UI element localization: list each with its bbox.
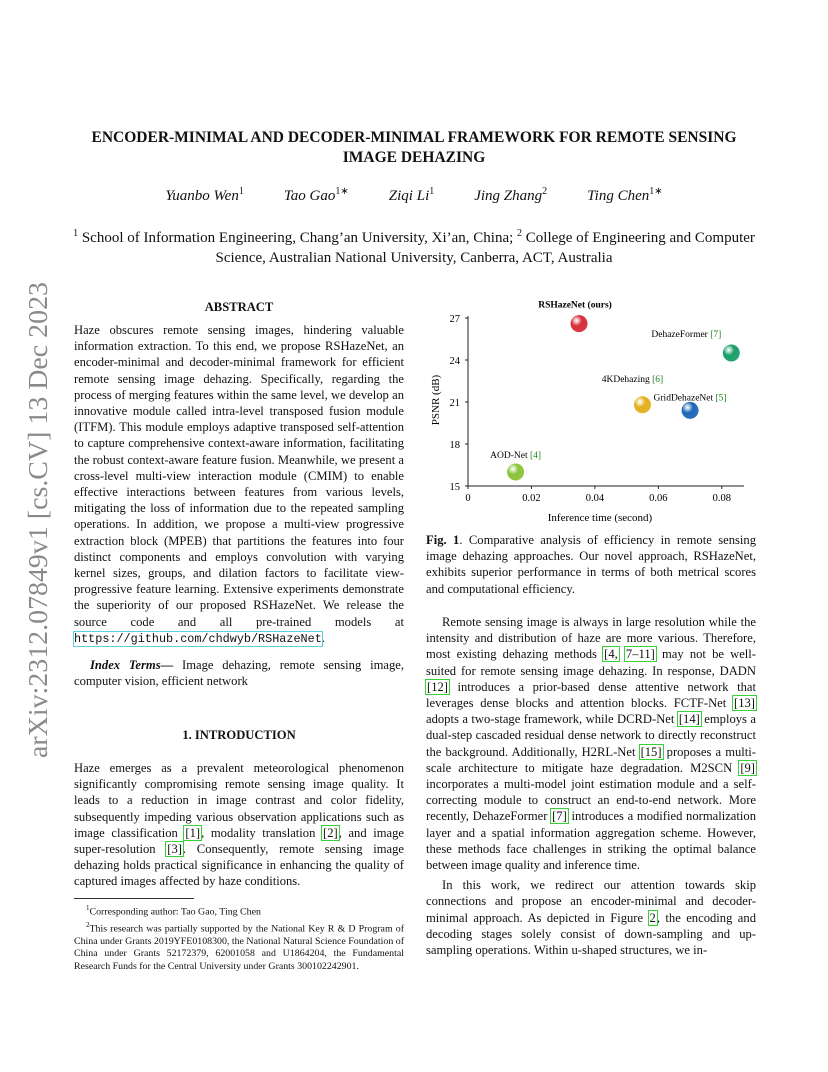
introduction-heading: 1. INTRODUCTION xyxy=(182,728,296,742)
x-axis-label: Inference time (second) xyxy=(547,512,653,524)
data-point xyxy=(507,464,524,481)
x-tick-label: 0.06 xyxy=(649,493,668,504)
paragraph: Remote sensing image is always in large resolution while the intensity and distribution of haze are more various. Therefore, most existing dehazing methods [4, 7–11] may not be well-suited for remote sensing image dehazing. In response, DADN [12] introduces a prior-based dense attentive network that leverages dense blocks and attention blocks. FCTF-Net [13] adopts a two-stage framework, while DCRD-Net [14] employs a dual-step cascaded residual dense network to directly reconstruct the background. Additionally, H2RL-Net [15] proposes a multi-scale architecture to mitigate haze degradation. M2SCN [9] incorporates a multi-model joint estimation module and a self-correcting module to construct an end-to-end network. More recently, DehazeFormer [7] introduces a modified normalization layer and a spatial information aggregation scheme. However, these methods face challenges in striking the optimal balance between image quality and inference time. xyxy=(426,615,756,873)
citation-link[interactable]: [14] xyxy=(678,712,700,727)
y-ticks xyxy=(450,314,469,493)
citation-link[interactable]: [13] xyxy=(734,696,755,711)
figure-reference-link[interactable]: 2 xyxy=(649,910,656,925)
paper-title xyxy=(60,128,768,168)
paragraph: In this work, we redirect our attention towards skip connections and propose an encoder-minimal and decoder-minimal approach. As depicted in Figure 2, the encoding and decoding stages solely consist of down-sampling and up-sampling operations. Within u-shaped structures, we in- xyxy=(426,878,756,958)
intro-paragraph: Haze emerges as a prevalent meteorological phenomenon significantly compromising remote sensing image quality. It leads to a reduction in image contrast and color fidelity, subsequently impeding various observation applications such as image classification [1], modality translation [2], and image super-resolution [3]. Consequently, remote sensing image dehazing holds practical significance in enhancing the quality of captured images affected by haze conditions. xyxy=(74,761,404,889)
y-tick-label: 24 xyxy=(449,356,460,367)
citation-link[interactable]: [15] xyxy=(640,744,662,759)
point-label: DehazeFormer [7] xyxy=(651,330,722,340)
right-column-body xyxy=(426,614,756,958)
affiliation: $^1$ School of Information Engineering, Chang’an University, Xi’an, China; $^2$ College of Engineering and Computer Science, Australian National University, Canberra, ACT, Australia xyxy=(73,228,755,266)
footnotes xyxy=(74,902,404,974)
arxiv-side-stamp xyxy=(20,282,54,758)
footnote-2: $^2$This research was partially supported by the National Key R & D Program of China under Grants 2019YFE0108300, the National Natural Science Foundation of China under Grants 52172379, 62001058 and U1864204, the Fundamental Research Funds for the Central University under Grants 300102242901. xyxy=(74,920,404,972)
footnote-rule xyxy=(74,898,194,899)
y-tick-label: 15 xyxy=(449,482,460,493)
point-label: AOD-Net [4] xyxy=(490,451,542,461)
abstract-paragraph: Haze obscures remote sensing images, hindering valuable information extraction. To this end, we propose RSHazeNet, an encoder-minimal and decoder-minimal framework for efficient remote sensing image dehazing. Specifically, regarding the process of merging features within the same level, we develop an innovative module called intra-level transposed fusion module (ITFM). This module employs adaptive transposed self-attention to capture comprehensive context-aware information, facilitating the robust context-aware feature fusion. Meanwhile, we present a cross-level multi-view interaction module (CMIM) to enable effective interactions between features from various levels, mitigating the loss of information due to the repeated sampling operations. In addition, we propose a multi-view progressive extraction block (MPEB) that partitions the features into four distinct components and employs convolution with varying kernel sizes, groups, and dilation factors to facilitate view-progressive feature learning. Extensive experiments demonstrate the superiority of our proposed RSHazeNet. We release the source code and all pre-trained models at https://github.com/chdwyb/RSHazeNet. xyxy=(74,323,404,646)
data-point xyxy=(634,396,651,413)
author: Ziqi Li$^1$ xyxy=(388,186,435,204)
citation-link[interactable]: [4, xyxy=(604,647,618,662)
citation-link[interactable]: [12] xyxy=(427,679,448,694)
x-tick-label: 0.02 xyxy=(522,493,541,504)
data-point xyxy=(571,315,588,332)
title-line-1: ENCODER-MINIMAL AND DECODER-MINIMAL FRAMEWORK FOR REMOTE SENSING xyxy=(91,129,737,146)
citation-link[interactable]: [1] xyxy=(185,825,201,840)
x-tick-label: 0 xyxy=(465,493,471,504)
title-line-2: IMAGE DEHAZING xyxy=(342,149,486,166)
github-link[interactable]: https://github.com/chdwyb/RSHazeNet xyxy=(74,631,322,646)
y-tick-label: 21 xyxy=(449,398,460,409)
x-tick-label: 0.04 xyxy=(585,493,605,504)
index-terms: Index Terms— Image dehazing, remote sensing image, computer vision, efficient network xyxy=(74,658,404,689)
citation-link[interactable]: [3] xyxy=(167,842,182,857)
citation-link[interactable]: 7–11] xyxy=(625,647,655,662)
citation-link[interactable]: [7] xyxy=(552,809,567,824)
data-point xyxy=(682,402,699,419)
figure-1-caption: Fig. 1. Comparative analysis of efficiency in remote sensing image dehazing approaches. Our novel approach, RSHazeNet, exhibits superior performance in terms of both metrical scores and computational efficiency. xyxy=(426,533,756,596)
point-label: GridDehazeNet [5] xyxy=(653,393,727,404)
footnote-1: $^1$Corresponding author: Tao Gao, Ting Chen xyxy=(86,904,261,918)
figure-1-scatter-chart xyxy=(426,296,756,528)
abstract-heading: ABSTRACT xyxy=(204,300,274,314)
author: Jing Zhang$^2$ xyxy=(474,186,548,204)
author: Tao Gao$^{1∗}$ xyxy=(283,186,349,204)
citation-link[interactable]: [2] xyxy=(323,825,338,840)
x-ticks xyxy=(465,486,731,504)
y-tick-label: 18 xyxy=(449,440,460,451)
y-tick-label: 27 xyxy=(449,314,460,325)
x-tick-label: 0.08 xyxy=(712,493,731,504)
point-label: RSHazeNet (ours) xyxy=(538,300,612,311)
data-point xyxy=(723,345,740,362)
author-list xyxy=(60,186,768,205)
author: Ting Chen$^{1∗}$ xyxy=(587,186,663,204)
abstract-body xyxy=(74,322,404,689)
citation-link[interactable]: [9] xyxy=(740,760,755,775)
point-labels xyxy=(490,300,726,461)
author: Yuanbo Wen$^1$ xyxy=(165,186,244,204)
y-axis-label: PSNR (dB) xyxy=(430,374,442,426)
arxiv-stamp-text: arXiv:2312.07849v1 [cs.CV] 13 Dec 2023 xyxy=(23,297,53,758)
point-label: 4KDehazing [6] xyxy=(601,374,664,385)
introduction-body xyxy=(74,760,404,890)
